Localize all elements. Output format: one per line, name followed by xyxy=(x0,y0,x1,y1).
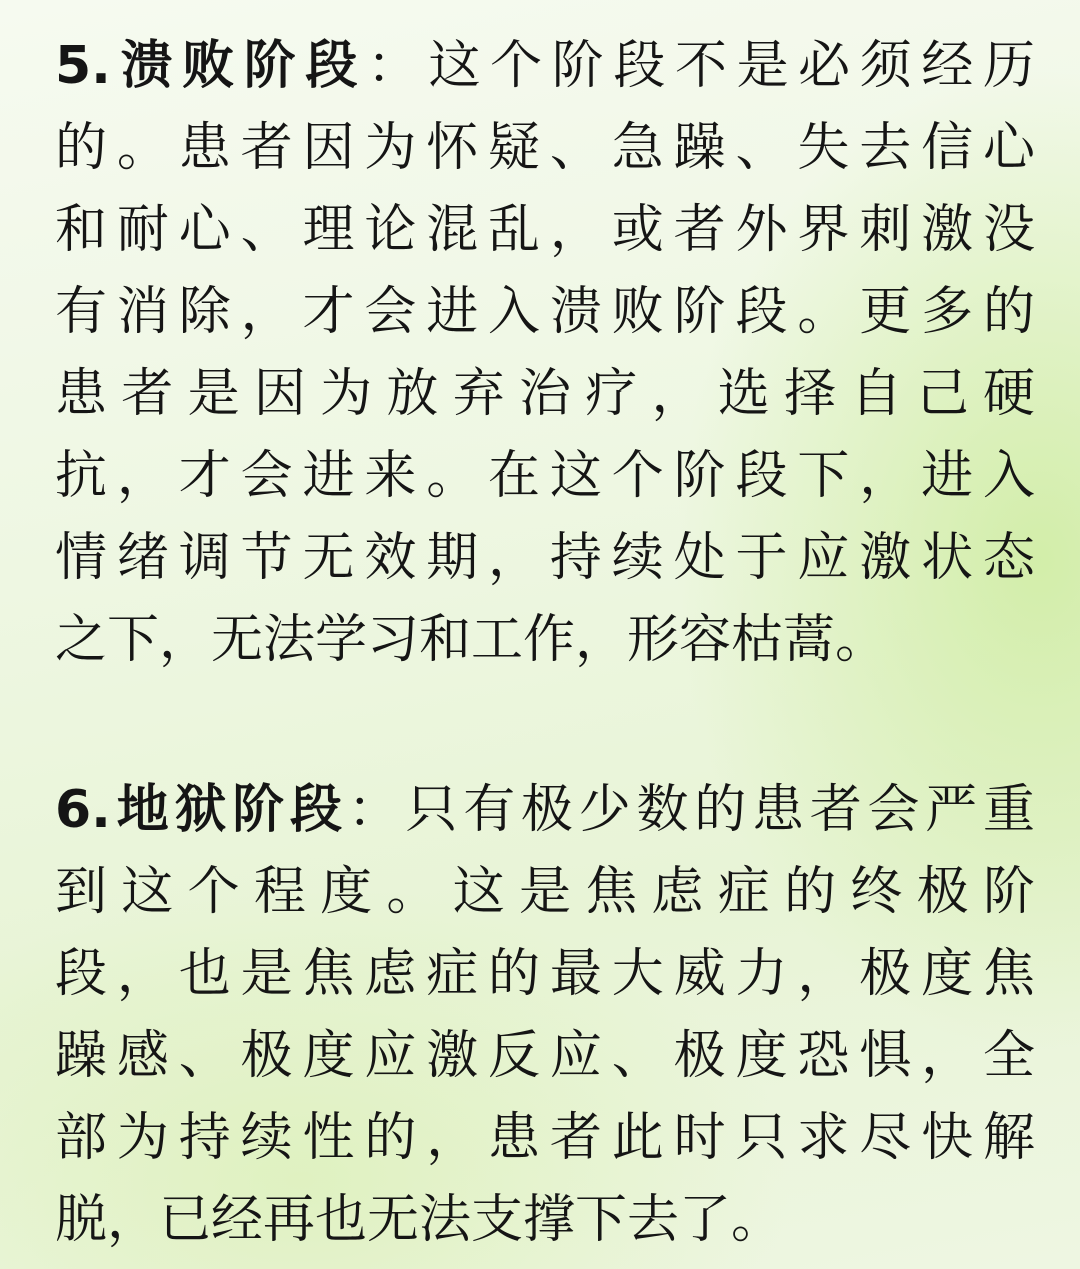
text-segment: ：只有极少数的患者会严重 xyxy=(347,780,1035,840)
text-line: 之下，无法学习和工作，形容枯蒿。 xyxy=(55,610,888,670)
text-segment: ：这个阶段不是必须经历 xyxy=(366,36,1035,96)
section-heading: 5.溃败阶段 xyxy=(55,36,367,96)
text-line: 的。患者因为怀疑、急躁、失去信心 xyxy=(55,118,1035,178)
text-line: 有消除，才会进入溃败阶段。更多的 xyxy=(55,282,1035,342)
section-hell-stage xyxy=(55,769,1035,1261)
text-line: 和耐心、理论混乱，或者外界刺激没 xyxy=(55,200,1035,260)
text-line: 患者是因为放弃治疗，选择自己硬 xyxy=(55,364,1035,424)
text-line: 抗，才会进来。在这个阶段下，进入 xyxy=(55,446,1035,506)
text-line xyxy=(55,25,1035,107)
text-line: 躁感、极度应激反应、极度恐惧，全 xyxy=(55,1026,1035,1086)
section-collapse-stage xyxy=(55,25,1035,681)
text-line: 到这个程度。这是焦虑症的终极阶 xyxy=(55,862,1035,922)
text-line: 情绪调节无效期，持续处于应激状态 xyxy=(55,528,1035,588)
text-line xyxy=(55,769,1035,851)
text-line: 段，也是焦虑症的最大威力，极度焦 xyxy=(55,944,1035,1004)
text-line: 部为持续性的，患者此时只求尽快解 xyxy=(55,1108,1035,1168)
section-heading: 6.地狱阶段 xyxy=(55,780,348,840)
text-line: 脱，已经再也无法支撑下去了。 xyxy=(55,1190,784,1250)
article-body xyxy=(55,25,1035,1261)
